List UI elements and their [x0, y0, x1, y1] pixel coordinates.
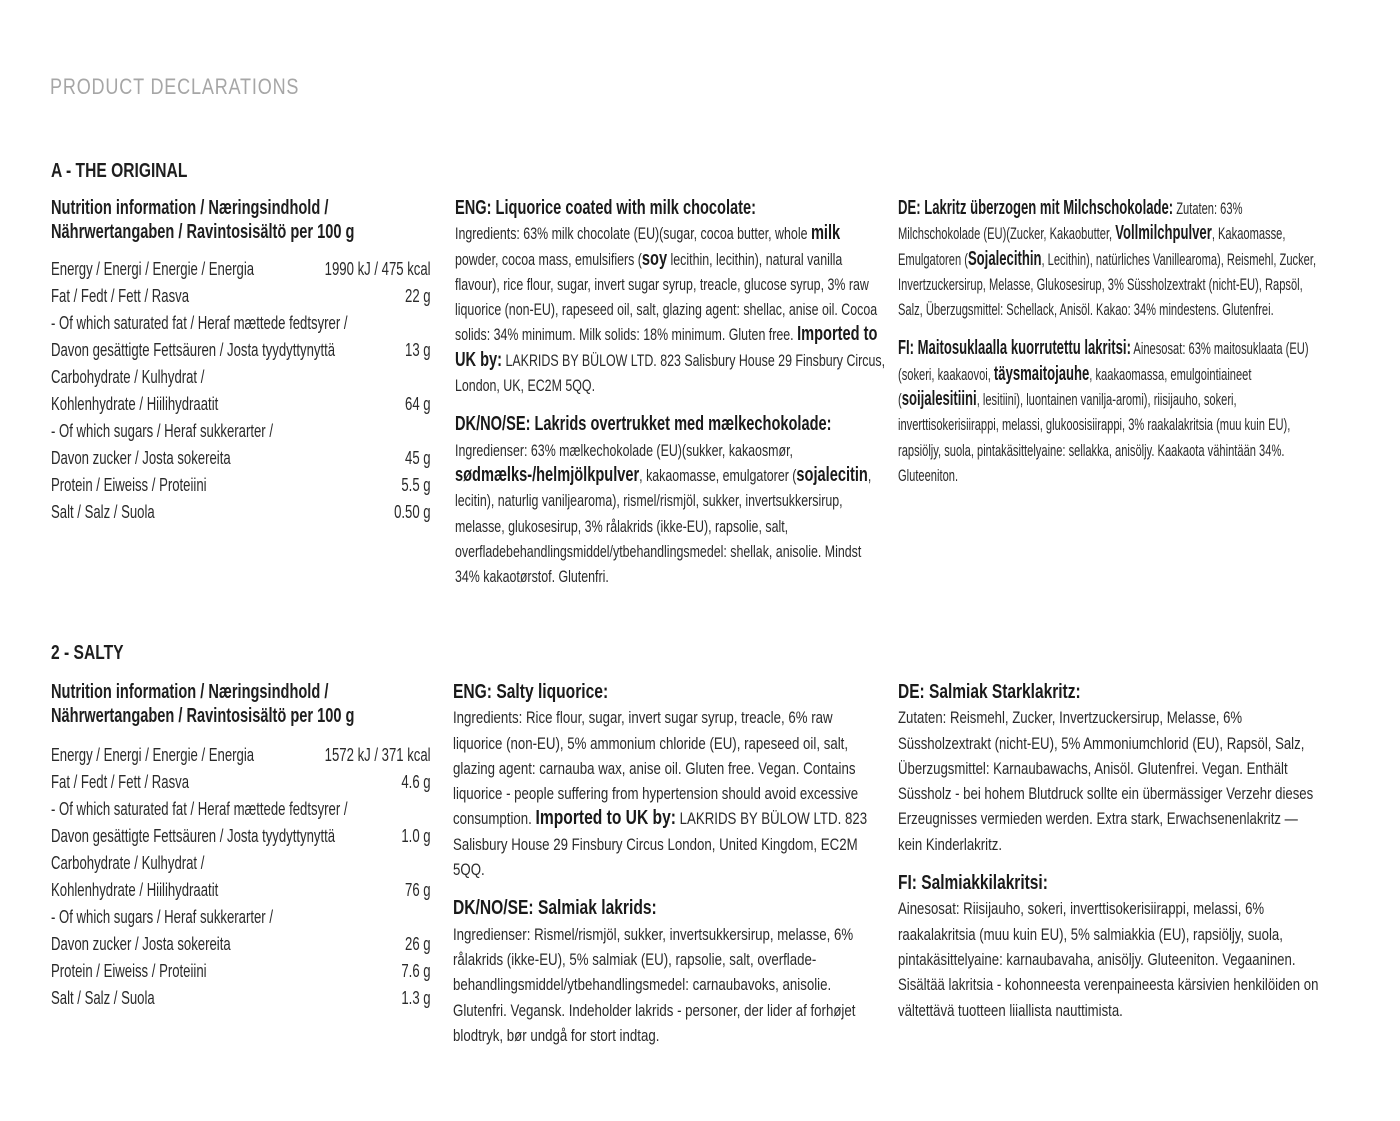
nutrition-heading — [51, 196, 431, 244]
ingredients-text: , lecitin), naturlig vaniljearoma), rismel/rismjöl, sukker, invertsukkersirup, melasse, glukosesirup, 3% rålakrids (ikke-EU), rapsolie, salt, overfladebehandlingsmiddel/ytbehandlingsmedel: shellak, anisolie. Mindst 34% kakaotørstof. Glutenfri. — [455, 465, 872, 587]
ingredients-eng — [455, 196, 886, 398]
ingredients-title: DK/NO/SE: Salmiak lakrids: — [453, 897, 657, 920]
nutrition-row — [51, 796, 431, 823]
nutrition-value: 45 g — [405, 448, 431, 468]
nutrition-label: Carbohydrate / Kulhydrat / — [51, 367, 205, 387]
nutrition-row — [51, 958, 431, 985]
ingredients-title: DE: Salmiak Starklakritz: — [898, 681, 1081, 703]
nutrition-heading-line: Nährwertangaben / Ravintosisältö per 100 g — [51, 221, 355, 243]
nutrition-row — [51, 904, 431, 931]
ingredients-text: lecithin, lecithin), natural vanilla flavour), rice flour, sugar, invert sugar syrup, treacle, glucose syrup, 3% raw liquorice (non-EU), rapeseed oil, salt, glazing agent: shellac, anise oil. Cocoa solids: 34% minimum. Milk solids: 18% minimum. Gluten free. — [455, 249, 878, 345]
ingredients-title: ENG: Liquorice coated with milk chocolate: — [455, 197, 756, 219]
nutrition-label: Salt / Salz / Suola — [51, 988, 155, 1008]
ingredients-de — [898, 680, 1324, 857]
ingredients-text: Ingredients: Rice flour, sugar, invert sugar syrup, treacle, 6% raw liquorice (non-EU), 5% ammonium chloride (EU), rapeseed oil, salt, glazing agent: carnauba wax, anise oil. Gluten free. Vegan. Contains liquorice - people suffering from hypertension should avoid excessive consumption. — [453, 708, 859, 829]
ingredients-column-eng-dk — [453, 680, 882, 1048]
nutrition-row — [51, 364, 431, 391]
nutrition-table — [51, 256, 431, 526]
nutrition-row — [51, 742, 431, 769]
ingredients-text: Ainesosat: Riisijauho, sokeri, inverttisokerisiirappi, melassi, 6% raakalakritsia (muu kuin EU), 5% salmiakkia (EU), rapsiöljy, suola, pintakäsittelyaine: karnaubavaha, anisöljy. Gluteeniton. Vegaaninen. Sisältää lakritsia - kohonneesta verenpaineesta kärsivien henkilöiden on vältettävä tuotteen liiallista nauttimista. — [898, 899, 1319, 1020]
import-label: Imported to UK by: — [455, 323, 878, 371]
ingredients-text: Ingredienser: 63% mælkechokolade (EU)(sukker, kakaosmør, — [455, 440, 793, 460]
allergen-text: milk — [810, 222, 841, 245]
nutrition-label: Kohlenhydrate / Hiilihydraatit — [51, 394, 219, 414]
ingredients-text: , kakaomasse, emulgatorer ( — [639, 465, 797, 485]
nutrition-value: 1.3 g — [401, 988, 431, 1008]
ingredients-column-de-fi — [898, 196, 1324, 488]
ingredients-title: FI: Maitosuklaalla kuorrutettu lakritsi: — [898, 337, 1131, 360]
ingredients-de — [898, 196, 1324, 322]
nutrition-row — [51, 499, 431, 526]
nutrition-row — [51, 418, 431, 445]
nutrition-row — [51, 472, 431, 499]
ingredients-text: Ingredienser: Rismel/rismjöl, sukker, invertsukkersirup, melasse, 6% rålakrids (ikke-EU), 5% salmiak (EU), rapsolie, salt, overflade-behandlingsmiddel/ytbehandlingsmedel: carnaubavoks, anisolie. Glutenfri. Vegansk. Indeholder lakrids - personer, der lider af forhøjet blodtryk, bør undgå for stort indtag. — [453, 924, 856, 1045]
allergen-text: täysmaitojauhe — [993, 362, 1090, 385]
ingredients-title: DE: Lakritz überzogen mit Milchschokolade: — [898, 197, 1174, 219]
nutrition-heading-line: Nutrition information / Næringsindhold / — [51, 197, 329, 219]
nutrition-label: - Of which sugars / Heraf sukkerarter / — [51, 907, 273, 927]
nutrition-label: Fat / Fedt / Fett / Rasva — [51, 286, 190, 306]
nutrition-label: Energy / Energi / Energie / Energia — [51, 259, 255, 279]
section-title-salty: 2 - SALTY — [51, 642, 124, 664]
nutrition-label: Fat / Fedt / Fett / Rasva — [51, 772, 190, 792]
nutrition-value: 7.6 g — [401, 961, 431, 981]
nutrition-label: Kohlenhydrate / Hiilihydraatit — [51, 880, 219, 900]
nutrition-row — [51, 931, 431, 958]
nutrition-row — [51, 337, 431, 364]
allergen-text: sojalecitin — [796, 463, 868, 486]
nutrition-heading-line: Nährwertangaben / Ravintosisältö per 100 g — [51, 705, 355, 727]
ingredients-text: LAKRIDS BY BÜLOW LTD. 823 Salisbury House 29 Finsbury Circus London, United Kingdom, EC2M 5QQ. — [453, 809, 868, 880]
nutrition-label: Carbohydrate / Kulhydrat / — [51, 853, 205, 873]
nutrition-label: Davon gesättigte Fettsäuren / Josta tyydyttynyttä — [51, 826, 336, 846]
nutrition-row — [51, 391, 431, 418]
ingredients-dk — [455, 412, 886, 589]
ingredients-text: Ingredients: 63% milk chocolate (EU)(sugar, cocoa butter, whole — [455, 224, 811, 244]
ingredients-text: Zutaten: 63% Milchschokolade (EU)(Zucker, Kakaobutter, — [898, 199, 1243, 244]
allergen-text: soijalesitiini — [901, 388, 977, 411]
ingredients-text: Ainesosat: 63% maitosuklaata (EU)(sokeri, kaakaovoi, — [898, 339, 1309, 384]
ingredients-text: LAKRIDS BY BÜLOW LTD. 823 Salisbury House 29 Finsbury Circus, London, UK, EC2M 5QQ. — [455, 350, 886, 396]
allergen-text: sødmælks-/helmjölkpulver — [455, 463, 640, 486]
nutrition-row — [51, 256, 431, 283]
import-label: Imported to UK by: — [535, 807, 676, 830]
nutrition-row — [51, 985, 431, 1012]
nutrition-value: 13 g — [405, 340, 431, 360]
nutrition-value: 5.5 g — [401, 475, 431, 495]
nutrition-label: - Of which saturated fat / Heraf mættede fedtsyrer / — [51, 313, 348, 333]
nutrition-label: - Of which sugars / Heraf sukkerarter / — [51, 421, 273, 441]
nutrition-row — [51, 445, 431, 472]
ingredients-column-eng-dk — [455, 196, 886, 589]
ingredients-column-de-fi — [898, 680, 1324, 1023]
nutrition-row — [51, 823, 431, 850]
nutrition-row — [51, 283, 431, 310]
ingredients-title: FI: Salmiakkilakritsi: — [898, 872, 1048, 895]
nutrition-value: 1.0 g — [401, 826, 431, 846]
nutrition-value: 26 g — [405, 934, 431, 954]
nutrition-row — [51, 769, 431, 796]
nutrition-label: Salt / Salz / Suola — [51, 502, 155, 522]
nutrition-row — [51, 850, 431, 877]
ingredients-text: , Lecithin), natürliches Vanillearoma), Reismehl, Zucker, Invertzuckersirup, Melasse, Glukosesirup, 3% Süssholzextrakt (nicht-EU), Rapsöl, Salz, Überzugsmittel: Schellack, Anisöl. Kakao: 34% mindestens. Glutenfrei. — [898, 249, 1317, 320]
nutrition-value: 76 g — [405, 880, 431, 900]
nutrition-label: Energy / Energi / Energie / Energia — [51, 745, 255, 765]
nutrition-label: - Of which saturated fat / Heraf mættede fedtsyrer / — [51, 799, 348, 819]
ingredients-dk — [453, 896, 882, 1048]
allergen-text: Vollmilchpulver — [1115, 222, 1212, 245]
ingredients-fi — [898, 871, 1324, 1023]
nutrition-value: 1572 kJ / 371 kcal — [324, 745, 431, 765]
nutrition-heading — [51, 680, 431, 728]
nutrition-label: Protein / Eiweiss / Proteiini — [51, 961, 207, 981]
nutrition-value: 1990 kJ / 475 kcal — [324, 259, 431, 279]
ingredients-text: powder, cocoa mass, emulsifiers ( — [455, 249, 642, 269]
nutrition-value: 22 g — [405, 286, 431, 306]
allergen-text: soy — [641, 247, 668, 270]
page-title: PRODUCT DECLARATIONS — [50, 74, 300, 99]
ingredients-fi — [898, 336, 1324, 488]
nutrition-table — [51, 742, 431, 1012]
nutrition-label: Davon zucker / Josta sokereita — [51, 448, 231, 468]
ingredients-eng — [453, 680, 882, 882]
section-title-original: A - THE ORIGINAL — [51, 160, 188, 182]
nutrition-value: 4.6 g — [401, 772, 431, 792]
allergen-text: Sojalecithin — [967, 247, 1042, 270]
nutrition-label: Protein / Eiweiss / Proteiini — [51, 475, 207, 495]
ingredients-text: , kaakaomassa, emulgointiaineet ( — [898, 364, 1252, 410]
nutrition-value: 64 g — [405, 394, 431, 414]
nutrition-row — [51, 877, 431, 904]
nutrition-label: Davon gesättigte Fettsäuren / Josta tyydyttynyttä — [51, 340, 336, 360]
ingredients-text: , lesitiini), luontainen vanilja-aromi), riisijauho, sokeri, inverttisokerisiirappi, melassi, glukoosisiirappi, 3% raakalakritsia (muu kuin EU), rapsiöljy, suola, pintakäsittelyaine: sellakka, anisöljy. Kaakaota vähintään 34%. Gluteeniton. — [898, 390, 1291, 485]
ingredients-title: DK/NO/SE: Lakrids overtrukket med mælkechokolade: — [455, 413, 832, 436]
ingredients-text: Zutaten: Reismehl, Zucker, Invertzuckersirup, Melasse, 6% Süssholzextrakt (nicht-EU), 5% Ammoniumchlorid (EU), Rapsöl, Salz, Überzugsmittel: Karnaubawachs, Anisöl. Glutenfrei. Vegan. Enthält Süssholz - bei hohem Blutdruck sollte ein übermässiger Verzehr dieses Erzeugnisses vermieden werden. Extra stark, Erwachsenenlakritz — kein Kinderlakritz. — [898, 708, 1314, 854]
nutrition-value: 0.50 g — [394, 502, 431, 522]
nutrition-heading-line: Nutrition information / Næringsindhold / — [51, 681, 329, 703]
nutrition-label: Davon zucker / Josta sokereita — [51, 934, 231, 954]
ingredients-text: , Kakaomasse, Emulgatoren ( — [898, 224, 1286, 269]
ingredients-title: ENG: Salty liquorice: — [453, 681, 609, 703]
nutrition-row — [51, 310, 431, 337]
